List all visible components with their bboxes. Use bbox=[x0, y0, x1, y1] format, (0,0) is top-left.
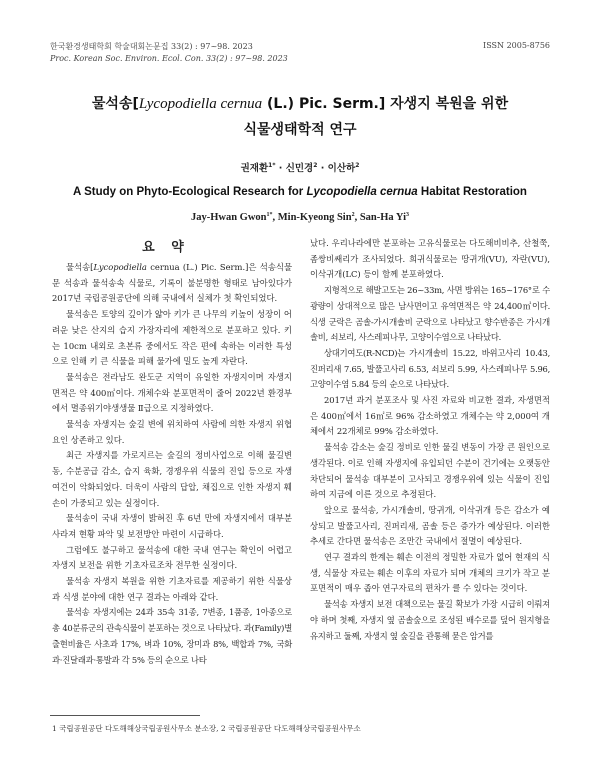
paragraph: 지형적으로 해발고도는 26~33m, 사면 방위는 165~176°로 수광량이 상대적으로 많은 남사면이고 유역면적은 약 24,400㎡이다. 식생 군락은 곰솔-가시개솔비 군락으로 나타났고 향수반종은 가시개솔비, 쇠보리, 사스레피나무, 고양이수염으로 나타났다. bbox=[310, 285, 550, 343]
journal-header-en: Proc. Korean Soc. Environ. Ecol. Con. 33(2) : 97~98. 2023 bbox=[50, 54, 288, 63]
footnote-rule bbox=[50, 715, 200, 716]
paragraph: 물석송이 국내 자생이 밝혀진 후 6년 만에 자생지에서 대부분 사라져 현황 파악 및 보전방안 마련이 시급하다. bbox=[52, 513, 292, 539]
paragraph: 물석송은 전라남도 완도군 지역이 유일한 자생지이며 자생지 면적은 약 400㎡이다. 개체수와 분포면적이 줄어 2022년 환경부에서 멸종위기야생생물 Ⅱ급으로 지정하였다. bbox=[52, 371, 292, 414]
authors-ko: 권재환$^{1*}$ · 신민경$^2$ · 이산하$^2$ bbox=[240, 162, 360, 174]
abstract-left-column bbox=[52, 260, 292, 668]
paragraph: 물석송 감소는 숲길 정비로 인한 물길 변동이 가장 큰 원인으로 생각된다. 이로 인해 자생지에 유입되던 수분이 건기에는 오랫동안 차단되어 물석송 대부분이 고사되고 경쟁우위에 있는 식물이 진입하여 지금에 이른 것으로 추정된다. bbox=[310, 442, 550, 500]
english-title: A Study on Phyto-Ecological Research for Lycopodiella cernua Habitat Restoration bbox=[73, 186, 527, 198]
abstract-right-column bbox=[310, 236, 550, 644]
footnote: 1 국립공원공단 다도해해상국립공원사무소 분소장, 2 국립공원공단 다도해해상국립공원사무소 bbox=[52, 724, 361, 733]
paragraph: 2017년 과거 분포조사 및 사진 자료와 비교한 결과, 자생면적은 400㎡에서 16㎡로 96% 감소하였고 개체수는 약 2,000여 개체에서 22개체로 99% 감소하였다. bbox=[310, 395, 550, 437]
paragraph: 물석송 자생지에는 24과 35속 31종, 7변종, 1품종, 1아종으로 총 40분류군의 관속식물이 분포하는 것으로 나타났다. 과(Family)별 출현비율은 사초과 17%, 벼과 10%, 장미과 8%, 백합과 7%, 국화과·진달래과·통발과 각 5% 등의 순으로 나타 bbox=[52, 607, 292, 665]
paragraph: 상대기여도(R-NCD)는 가시개솔비 15.22, 바위고사리 10.43, 진퍼리새 7.65, 발풀고사리 6.53, 쇠보리 5.99, 사스레피나무 5.96, 고양이수염 5.84 등의 순으로 나타났다. bbox=[310, 347, 550, 390]
paragraph: 최근 자생지를 가로지르는 숲길의 정비사업으로 이해 물길변동, 수분공급 감소, 습지 육화, 경쟁우위 식물의 진입 등으로 자생여건이 악화되었다. 더욱이 사람의 답압, 채집으로 인한 자생지 훼손이 가중되고 있는 실정이다. bbox=[52, 450, 292, 508]
abstract-heading: 요 약 bbox=[142, 240, 190, 255]
paragraph: 앞으로 물석송, 가시개솔비, 땅귀개, 이삭귀개 등은 감소가 예상되고 발풀고사리, 진퍼리새, 곰솔 등은 증가가 예상된다. 이러한 추세로 간다면 물석송은 조만간 국내에서 절멸이 예상된다. bbox=[310, 504, 550, 547]
korean-title-line1: 물석송[Lycopodiella cernua (L.) Pic. Serm.] 자생지 복원을 위한 bbox=[91, 96, 509, 112]
korean-title-line2: 식물생태학적 연구 bbox=[243, 122, 357, 138]
species-name: Lycopodiella cernua bbox=[138, 96, 263, 112]
journal-header-ko: 한국환경생태학회 학술대회논문집 33(2) : 97~98. 2023 bbox=[50, 42, 253, 51]
paragraph: 났다. 우리나라에만 분포하는 고유식물로는 다도해비비추, 산철쭉, 좀쌍비쌔리가 조사되었다. 희귀식물로는 땅귀개(VU), 자란(VU), 이삭귀개(LC) 등이 함께 분포하였다. bbox=[310, 238, 550, 280]
paragraph: 물석송 자생지 보전 대책으로는 물길 확보가 가장 시급히 이뤄져야 하며 첫째, 자생지 옆 곰솔숲으로 조성된 배수로를 덮어 원지형을 유지하고 둘째, 자생지 옆 숲길을 관통해 묻은 암거를 bbox=[310, 599, 550, 641]
authors-en: Jay-Hwan Gwon$^{1*}$, Min-Kyeong Sin$^2$, San-Ha Yi$^3$ bbox=[190, 212, 410, 223]
issn: ISSN 2005-8756 bbox=[483, 41, 550, 50]
paragraph: 그럼에도 불구하고 물석송에 대한 국내 연구는 확인이 어렵고 자생지 보전을 위한 기초자료조차 전무한 실정이다. bbox=[52, 544, 292, 571]
paragraph: 물석송은 토양의 깊이가 얇아 키가 큰 나무의 키높이 성장이 어려운 낮은 산지의 습지 가장자리에 제한적으로 분포하고 있다. 키는 10cm 내외로 초본류 중에서도 작은 편에 속하는 이러한 특성으로 인해 키 큰 식물을 피해 물가에 밀도 높게 자란다. bbox=[52, 309, 292, 367]
paragraph: 물석송[Lycopodiella cernua (L.) Pic. Serm.]은 석송식물문 석송과 물석송속 식물로, 기록이 불분명한 형태로 남아있다가 2017년 국립공원공단에 의해 국내에서 실체가 첫 확인되었다. bbox=[52, 262, 292, 304]
paragraph: 연구 결과의 한계는 훼손 이전의 정밀한 자료가 없어 현재의 식생, 식물상 자료는 훼손 이후의 자료가 되며 개체의 크기가 작고 분포면적이 매우 좁아 연구자료의 편차가 클 수 있다는 것이다. bbox=[310, 552, 550, 594]
paragraph: 물석송 자생지는 숲길 변에 위치하여 사람에 의한 자생지 위협요인 상존하고 있다. bbox=[52, 419, 292, 445]
paragraph: 물석송 자생지 복원을 위한 기초자료를 제공하기 위한 식물상과 식생 분야에 대한 연구 결과는 아래와 같다. bbox=[52, 576, 292, 602]
